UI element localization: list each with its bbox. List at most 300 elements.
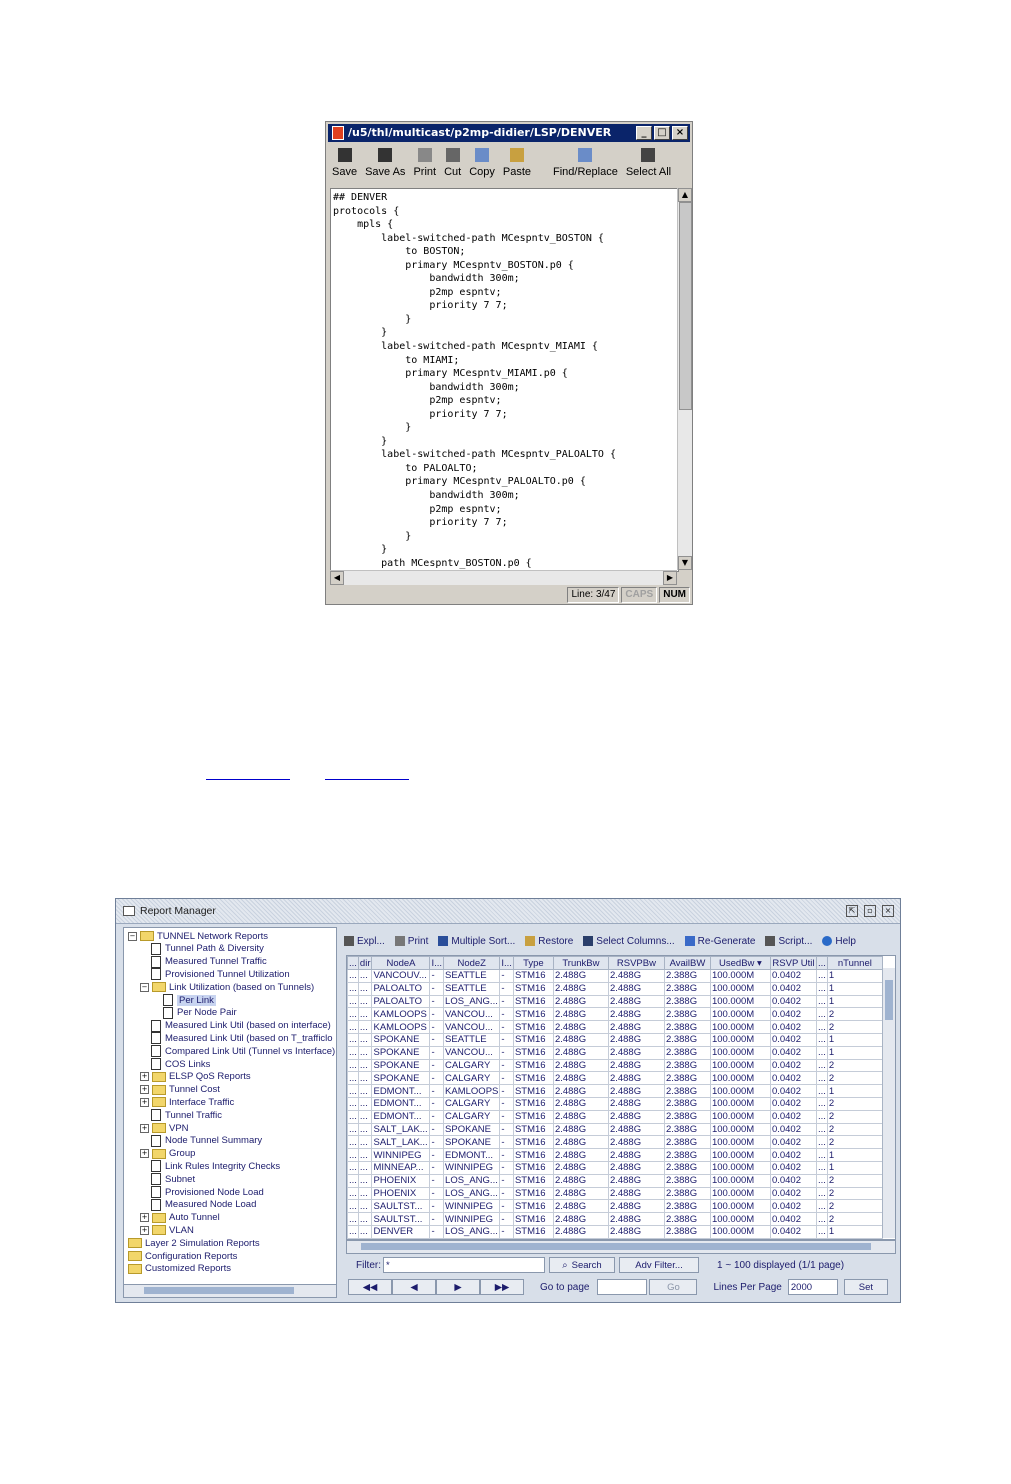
table-vertical-scrollbar[interactable]	[882, 968, 895, 1238]
restore-button[interactable]	[525, 936, 573, 947]
table-cell: VANCOU...	[444, 1008, 500, 1021]
table-row[interactable]	[348, 1046, 883, 1059]
minimize-button[interactable]: _	[636, 126, 652, 140]
table-cell: 2.488G	[553, 1097, 608, 1110]
filter-input[interactable]	[383, 1257, 545, 1273]
table-row[interactable]	[348, 1110, 883, 1123]
report-table	[346, 955, 896, 1240]
report-icon	[151, 1020, 161, 1032]
scroll-left-icon[interactable]: ◀	[330, 571, 344, 585]
editor-content[interactable]: ## DENVER protocols { mpls { label-switched-path MCespntv_BOSTON { to BOSTON; primary MCespntv_BOSTON.p0 { bandwidth 300m; p2mp espntv; priority 7 7; } } label-switched-path MCespntv_MIAMI { to MIAMI; primary MCespntv_MIAMI.p0 { bandwidth 300m; p2mp espntv; priority 7 7; } } label-switched-path MCespntv_PALOALTO { to PALOALTO; primary MCespntv_PALOALTO.p0 { bandwidth 300m; p2mp espntv; priority 7 7; } } path MCespntv_BOSTON.p0 {	[333, 192, 616, 569]
report-icon	[151, 1173, 161, 1185]
tree-item-label: Link Utilization (based on Tunnels)	[169, 981, 315, 993]
prev-page-button[interactable]: ◀	[392, 1279, 436, 1295]
table-cell: ...	[349, 1200, 357, 1212]
report-icon	[151, 1058, 161, 1070]
cut-button[interactable]	[440, 144, 465, 186]
table-row[interactable]	[348, 1213, 883, 1226]
column-header[interactable]: ...	[817, 957, 826, 969]
table-cell: -	[500, 1097, 514, 1110]
table-cell: WINNIPEG	[444, 1213, 500, 1226]
report-icon	[151, 956, 161, 968]
scroll-thumb[interactable]	[885, 980, 893, 1020]
table-cell: ...	[349, 1123, 357, 1135]
filter-label: Filter:	[356, 1259, 381, 1271]
table-cell: 100.000M	[710, 1008, 770, 1021]
folder-icon	[152, 1149, 166, 1159]
table-cell: 1	[827, 1085, 882, 1098]
expand-icon[interactable]: +	[141, 1225, 148, 1234]
tree-item[interactable]	[140, 1071, 251, 1083]
column-header[interactable]: dir	[359, 957, 371, 969]
table-cell: ...	[349, 1213, 357, 1225]
table-cell: 2.488G	[608, 1072, 664, 1085]
table-cell: ...	[358, 1213, 372, 1226]
select-all-button[interactable]	[622, 144, 675, 186]
table-row[interactable]	[348, 1225, 883, 1238]
table-cell: SPOKANE	[444, 1123, 500, 1136]
table-cell: ...	[358, 995, 372, 1008]
tree-item-label: ELSP QoS Reports	[169, 1071, 251, 1083]
line-indicator: Line: 3/47	[567, 587, 619, 603]
table-cell: ...	[817, 1059, 826, 1071]
table-cell: WINNIPEG	[444, 1161, 500, 1174]
tree-item[interactable]	[151, 956, 267, 968]
table-cell: ...	[817, 1162, 826, 1174]
table-row[interactable]	[348, 1174, 883, 1187]
script-button[interactable]	[765, 936, 812, 947]
multiple-sort-button[interactable]	[438, 936, 515, 947]
table-cell: EDMONT...	[372, 1110, 430, 1123]
copy-icon	[475, 148, 489, 162]
table-cell: 0.0402	[770, 1059, 816, 1072]
tree-item[interactable]	[151, 1160, 280, 1172]
table-cell: 2.488G	[553, 1085, 608, 1098]
table-cell: STM16	[513, 1174, 553, 1187]
report-icon	[151, 1109, 161, 1121]
tree-item[interactable]	[140, 1084, 220, 1096]
table-cell: 2.388G	[664, 1059, 710, 1072]
editor-title: /u5/thl/multicast/p2mp-didier/LSP/DENVER	[348, 126, 612, 139]
table-row[interactable]	[348, 1161, 883, 1174]
tree-item-label: Auto Tunnel	[169, 1212, 220, 1224]
column-header[interactable]: NodeA	[372, 957, 430, 970]
table-cell: -	[500, 1033, 514, 1046]
table-cell: ...	[358, 1225, 372, 1238]
table-cell: 0.0402	[770, 1033, 816, 1046]
folder-icon	[152, 1085, 166, 1095]
table-cell: 0.0402	[770, 1110, 816, 1123]
tree-item[interactable]	[163, 994, 216, 1006]
table-cell: STM16	[513, 1059, 553, 1072]
toolbar-label: Copy	[469, 166, 495, 178]
table-row[interactable]	[348, 1200, 883, 1213]
save-button[interactable]	[328, 144, 361, 186]
copy-button[interactable]	[465, 144, 499, 186]
close-button[interactable]: ×	[672, 126, 688, 140]
tree-item-label: Measured Tunnel Traffic	[165, 956, 267, 968]
folder-icon	[152, 1213, 166, 1223]
table-cell: ...	[349, 970, 357, 982]
table-cell: -	[500, 1149, 514, 1162]
close-icon[interactable]: ×	[882, 905, 894, 917]
tree-item-label: Measured Node Load	[165, 1199, 257, 1211]
table-cell: 2	[827, 1123, 882, 1136]
table-cell: -	[500, 1046, 514, 1059]
tree-item[interactable]	[163, 1007, 237, 1019]
display-info: 1 ~ 100 displayed (1/1 page)	[717, 1259, 845, 1271]
table-cell: ...	[817, 970, 826, 982]
column-header[interactable]: I...	[501, 957, 512, 969]
lines-per-page-input[interactable]	[788, 1279, 838, 1295]
tree-item[interactable]	[151, 1173, 195, 1185]
table-cell: ...	[358, 1059, 372, 1072]
table-cell: SPOKANE	[372, 1033, 430, 1046]
table-cell: -	[430, 1225, 444, 1238]
tree-item-label: Link Rules Integrity Checks	[165, 1160, 281, 1172]
table-cell: STM16	[513, 1187, 553, 1200]
toolbar-label: Cut	[444, 166, 462, 178]
table-cell: ...	[817, 1200, 826, 1212]
toolbar-label: Save As	[365, 166, 406, 178]
table-cell: 2.488G	[608, 1225, 664, 1238]
table-row[interactable]	[348, 982, 883, 995]
report-manager-window	[115, 898, 901, 1303]
column-header[interactable]: AvailBW	[664, 957, 710, 970]
table-cell: 2.488G	[553, 1174, 608, 1187]
table-row[interactable]	[348, 1033, 883, 1046]
tree-item[interactable]	[151, 1199, 256, 1211]
go-button[interactable]: Go	[649, 1279, 697, 1295]
table-cell: 2.388G	[664, 1174, 710, 1187]
tree-item[interactable]	[151, 943, 264, 955]
scroll-thumb[interactable]	[144, 1287, 294, 1294]
table-cell: 1	[827, 1225, 882, 1238]
table-cell: STM16	[513, 1136, 553, 1149]
print-button[interactable]	[409, 144, 440, 186]
collapse-icon[interactable]: −	[141, 982, 148, 991]
scroll-up-icon[interactable]: ▲	[678, 188, 692, 202]
hyperlink-1[interactable]	[206, 778, 290, 780]
table-cell: ...	[349, 1226, 357, 1238]
expand-icon[interactable]: +	[141, 1072, 148, 1081]
table-cell: 2.388G	[664, 1021, 710, 1034]
table-cell: 2.488G	[553, 1123, 608, 1136]
column-header[interactable]: NodeZ	[444, 957, 500, 970]
table-row[interactable]	[348, 1072, 883, 1085]
tree-item-label: Measured Link Util (based on T_trafficlo	[165, 1032, 333, 1044]
table-cell: 100.000M	[710, 970, 770, 983]
table-row[interactable]	[348, 1059, 883, 1072]
folder-icon	[152, 1123, 166, 1133]
table-cell: SEATTLE	[444, 1033, 500, 1046]
editor-window	[325, 121, 693, 605]
table-cell: 2.488G	[553, 1059, 608, 1072]
table-cell: 0.0402	[770, 970, 816, 983]
table-cell: 2.388G	[664, 1136, 710, 1149]
table-cell: ...	[358, 1200, 372, 1213]
table-cell: ...	[349, 1072, 357, 1084]
report-icon	[151, 1186, 161, 1198]
tree-item[interactable]	[151, 968, 290, 980]
tree-item[interactable]	[151, 1020, 331, 1032]
expand-icon[interactable]: +	[141, 1213, 148, 1222]
column-header[interactable]: TrunkBw	[553, 957, 608, 970]
first-page-button[interactable]: ◀◀	[348, 1279, 392, 1295]
tree-item[interactable]	[151, 1058, 210, 1070]
table-cell: WINNIPEG	[372, 1149, 430, 1162]
table-cell: 2	[827, 1174, 882, 1187]
table-row[interactable]	[348, 1149, 883, 1162]
restore-window-icon[interactable]: ▫	[864, 905, 876, 917]
table-row[interactable]	[348, 970, 883, 983]
table-cell: 100.000M	[710, 995, 770, 1008]
table-cell: ...	[358, 1046, 372, 1059]
scroll-thumb[interactable]	[361, 1243, 871, 1250]
report-icon	[151, 1160, 161, 1172]
table-cell: ...	[349, 1136, 357, 1148]
tree-item[interactable]	[151, 1032, 333, 1044]
tree-item[interactable]	[140, 1096, 234, 1108]
table-cell: CALGARY	[444, 1110, 500, 1123]
tree-item[interactable]	[128, 1250, 237, 1262]
table-cell: 2.388G	[664, 970, 710, 983]
tree-item[interactable]	[151, 1109, 222, 1121]
table-cell: 2.488G	[608, 970, 664, 983]
re-generate-button[interactable]	[685, 936, 756, 947]
table-row[interactable]	[348, 1097, 883, 1110]
table-cell: 100.000M	[710, 1161, 770, 1174]
tree-item[interactable]	[151, 1186, 264, 1198]
report-grid	[347, 956, 883, 1239]
next-page-button[interactable]: ▶	[436, 1279, 480, 1295]
table-cell: 100.000M	[710, 1213, 770, 1226]
save-as-button[interactable]	[361, 144, 409, 186]
table-cell: 2.388G	[664, 982, 710, 995]
goto-page-input[interactable]	[597, 1279, 647, 1295]
table-cell: 2.488G	[608, 1136, 664, 1149]
table-cell: 2.488G	[553, 1200, 608, 1213]
column-header[interactable]: Type	[513, 957, 553, 970]
table-cell: -	[430, 1046, 444, 1059]
table-cell: 2.388G	[664, 1187, 710, 1200]
adv-filter-button[interactable]: Adv Filter...	[619, 1257, 699, 1273]
help-button[interactable]	[822, 936, 856, 947]
lines-per-page-label: Lines Per Page	[713, 1281, 782, 1293]
table-cell: 2	[827, 1110, 882, 1123]
table-cell: 2.488G	[553, 1136, 608, 1149]
tree-item[interactable]	[140, 1224, 194, 1236]
select-columns-button[interactable]	[583, 936, 674, 947]
table-row[interactable]	[348, 1008, 883, 1021]
table-cell: -	[500, 1136, 514, 1149]
expand-icon[interactable]: +	[141, 1149, 148, 1158]
table-cell: ...	[358, 1021, 372, 1034]
table-cell: ...	[349, 1098, 357, 1110]
report-icon	[151, 943, 161, 955]
table-cell: 2.488G	[608, 1097, 664, 1110]
table-cell: 0.0402	[770, 1174, 816, 1187]
report-icon	[151, 1032, 161, 1044]
table-cell: ...	[817, 1034, 826, 1046]
tree-item-label: Tunnel Path & Diversity	[165, 943, 264, 955]
tree-item[interactable]	[140, 1122, 189, 1134]
table-cell: 0.0402	[770, 1085, 816, 1098]
column-header[interactable]: I...	[431, 957, 443, 969]
print-button[interactable]	[395, 936, 429, 947]
column-header[interactable]: RSVP Util	[772, 957, 815, 969]
table-row[interactable]	[348, 1123, 883, 1136]
table-cell: 2.488G	[553, 1213, 608, 1226]
table-cell: 100.000M	[710, 1059, 770, 1072]
table-cell: MINNEAP...	[372, 1161, 430, 1174]
tree-item[interactable]	[128, 1263, 231, 1275]
paste-button[interactable]	[499, 144, 535, 186]
table-cell: -	[430, 1097, 444, 1110]
table-cell: 2	[827, 1136, 882, 1149]
table-cell: 100.000M	[710, 1085, 770, 1098]
table-cell: 2.488G	[608, 1008, 664, 1021]
columns-icon	[583, 936, 593, 946]
editor-vertical-scrollbar[interactable]	[677, 188, 692, 570]
toolbar-label: Select Columns...	[596, 935, 675, 947]
table-cell: 2.488G	[553, 995, 608, 1008]
folder-icon	[128, 1251, 142, 1261]
table-cell: 0.0402	[770, 1046, 816, 1059]
table-cell: ...	[349, 983, 357, 995]
table-cell: -	[500, 1200, 514, 1213]
tree-item[interactable]	[140, 981, 314, 993]
table-cell: -	[500, 995, 514, 1008]
folder-icon	[152, 1097, 166, 1107]
scroll-down-icon[interactable]: ▼	[678, 556, 692, 570]
expl-button[interactable]	[344, 936, 385, 947]
toolbar-label: Multiple Sort...	[451, 935, 516, 947]
editor-titlebar	[328, 124, 690, 142]
table-cell: WINNIPEG	[444, 1200, 500, 1213]
table-cell: -	[500, 1072, 514, 1085]
find-replace-button[interactable]	[549, 144, 622, 186]
folder-icon	[152, 1225, 166, 1235]
table-cell: 100.000M	[710, 1097, 770, 1110]
help-icon	[822, 936, 832, 946]
column-header[interactable]: RSVPBw	[608, 957, 664, 970]
table-cell: VANCOUV...	[372, 970, 430, 983]
report-manager-titlebar	[116, 899, 900, 924]
expand-icon[interactable]: +	[141, 1085, 148, 1094]
table-cell: 0.0402	[770, 1072, 816, 1085]
search-button[interactable]	[549, 1257, 615, 1273]
table-cell: CALGARY	[444, 1072, 500, 1085]
column-header[interactable]: ...	[349, 957, 357, 969]
table-horizontal-scrollbar[interactable]	[346, 1240, 896, 1254]
table-cell: 0.0402	[770, 1161, 816, 1174]
table-cell: -	[500, 1174, 514, 1187]
table-cell: EDMONT...	[444, 1149, 500, 1162]
expand-icon[interactable]: +	[141, 1123, 148, 1132]
table-cell: 2.488G	[608, 1149, 664, 1162]
tree-item[interactable]	[128, 1237, 260, 1249]
script-icon	[765, 936, 775, 946]
table-cell: -	[500, 1008, 514, 1021]
tree-item-label: Compared Link Util (Tunnel vs Interface)	[165, 1045, 336, 1057]
folder-icon	[128, 1264, 142, 1274]
table-cell: CALGARY	[444, 1097, 500, 1110]
tree-item-label: Interface Traffic	[169, 1096, 235, 1108]
tree-item-label: TUNNEL Network Reports	[157, 930, 269, 942]
last-page-button[interactable]: ▶▶	[480, 1279, 524, 1295]
set-button[interactable]: Set	[844, 1279, 888, 1295]
table-cell: 0.0402	[770, 995, 816, 1008]
table-cell: ...	[349, 1034, 357, 1046]
table-cell: 2.488G	[553, 1033, 608, 1046]
table-cell: SAULTST...	[372, 1200, 430, 1213]
float-icon[interactable]: ⇱	[846, 905, 858, 917]
table-cell: ...	[349, 1187, 357, 1199]
table-cell: ...	[349, 1175, 357, 1187]
table-cell: ...	[817, 1175, 826, 1187]
tree-item-label: Tunnel Traffic	[165, 1109, 223, 1121]
table-cell: 100.000M	[710, 1046, 770, 1059]
table-cell: 0.0402	[770, 982, 816, 995]
tree-item[interactable]	[128, 930, 268, 942]
table-cell: 100.000M	[710, 1033, 770, 1046]
column-header[interactable]: UsedBw ▾	[710, 957, 770, 970]
table-cell: ...	[817, 1072, 826, 1084]
hyperlink-2[interactable]	[325, 778, 409, 780]
table-row[interactable]	[348, 1085, 883, 1098]
tree-item[interactable]	[151, 1135, 262, 1147]
tree-horizontal-scrollbar[interactable]	[123, 1284, 337, 1298]
scroll-thumb[interactable]	[679, 202, 692, 410]
table-cell: -	[430, 995, 444, 1008]
table-cell: ...	[358, 1072, 372, 1085]
expand-icon[interactable]: +	[141, 1097, 148, 1106]
table-cell: KAMLOOPS	[372, 1008, 430, 1021]
collapse-icon[interactable]: −	[129, 931, 136, 940]
tree-item[interactable]	[151, 1045, 335, 1057]
table-cell: SALT_LAK...	[372, 1123, 430, 1136]
editor-text-area[interactable]	[330, 188, 679, 572]
table-cell: DENVER	[372, 1225, 430, 1238]
toolbar-label: Print	[413, 166, 437, 178]
table-cell: 2.488G	[553, 982, 608, 995]
table-cell: 2.488G	[553, 1187, 608, 1200]
column-header[interactable]: nTunnel	[827, 957, 882, 970]
table-row[interactable]	[348, 1136, 883, 1149]
maximize-button[interactable]: □	[654, 126, 670, 140]
table-cell: -	[430, 1072, 444, 1085]
tree-item-label: VPN	[169, 1122, 189, 1134]
table-cell: STM16	[513, 1008, 553, 1021]
table-cell: -	[500, 1225, 514, 1238]
table-cell: 2.388G	[664, 1008, 710, 1021]
editor-horizontal-scrollbar[interactable]	[330, 570, 677, 585]
tree-item-label: Configuration Reports	[145, 1250, 238, 1262]
tree-item[interactable]	[140, 1148, 195, 1160]
scroll-right-icon[interactable]: ▶	[663, 571, 677, 585]
table-row[interactable]	[348, 1187, 883, 1200]
table-cell: 2.488G	[553, 1149, 608, 1162]
table-cell: 1	[827, 1033, 882, 1046]
table-row[interactable]	[348, 995, 883, 1008]
table-row[interactable]	[348, 1021, 883, 1034]
tree-item[interactable]	[140, 1212, 220, 1224]
table-cell: 100.000M	[710, 1174, 770, 1187]
table-cell: ...	[349, 995, 357, 1007]
pagination-row	[346, 1277, 892, 1297]
report-icon	[151, 968, 161, 980]
